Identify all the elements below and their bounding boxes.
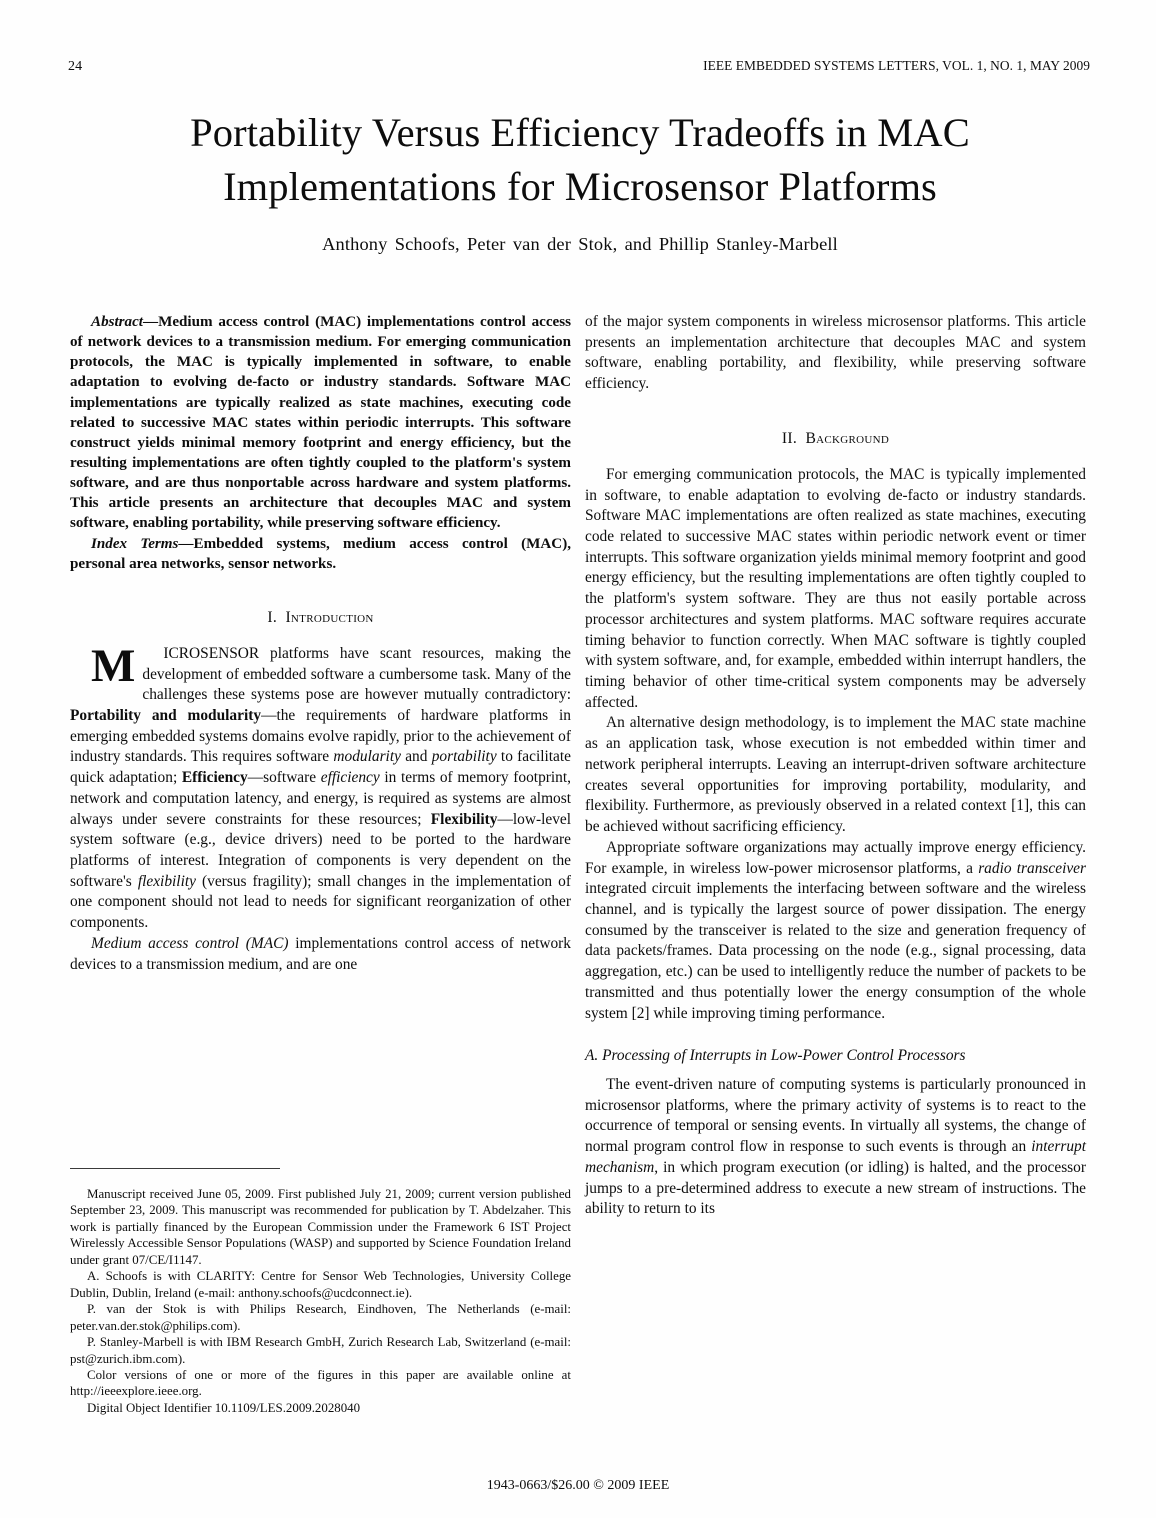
intro-text-h: (versus fragility); small changes in the implementation of one component should not lead to needs for significant reorganization of other components. [70, 872, 571, 932]
intro-paragraph-1 [70, 639, 571, 934]
section-heading-introduction [70, 608, 571, 629]
intro-text-a: platforms have scant resources, making the development of embedded software a cumbersome task. Many of the challenges these systems pose are however mutually contradictory: [142, 644, 571, 704]
footnote-color-versions: Color versions of one or more of the figures in this paper are available online at http://ieeexplore.ieee.org. [70, 1367, 571, 1399]
intro-ital-modularity: modularity [333, 748, 401, 766]
footnote-manuscript-history: Manuscript received June 05, 2009. First published July 21, 2009; current version published September 23, 2009. This manuscript was recommended for publication by T. Abdelzaher. This work is partially financed by the European Commission under the Framework 6 IST Project Wirelessly Accessible Sensor Populations (WASP) and supported by Science Foundation Ireland under grant 07/CE/I1147. [70, 1187, 571, 1267]
background-paragraph-1: For emerging communication protocols, the MAC is typically implemented in software, to enable adaptation to evolving de-facto or industry standards. Software MAC implementations are often realized as state machines, executing code related to successive MAC states within periodic network event or timer interrupts. This software organization yields minimal memory footprint and good energy efficiency, but the resulting implementations are often tightly coupled to the platform's system software. They are thus not easily portable across processor architectures and system platforms. MAC software requires accurate timing behavior to function correctly. When MAC software is tightly coupled with system software, and, for example, embedded within interrupt handlers, the timing behavior of other time-critical system components may be adversely affected. [585, 465, 1086, 711]
intro-ital-mac: Medium access control (MAC) [91, 934, 289, 952]
footnote-affiliation-schoofs: A. Schoofs is with CLARITY: Centre for Sensor Web Technologies, University College Dublin, Dublin, Ireland (e-mail: anthony.schoofs@ucdconnect.ie). [70, 1269, 571, 1300]
intro-bold-portability: Portability and modularity [70, 706, 262, 724]
abstract-text: Medium access control (MAC) implementations control access of network devices to a transmission medium. For emerging communication protocols, the MAC is typically implemented in software, to enable adaptation to evolving de-facto or industry standards. Software MAC implementations are typically realized as state machines, executing code related to successive MAC states within periodic interrupts. This software construct yields minimal memory footprint and energy efficiency, but the resulting implementations are often tightly coupled to the platform's system software, and are thus nonportable across hardware and system platforms. This article presents an architecture that decouples MAC and system software, enabling portability, while preserving software efficiency. [70, 314, 571, 532]
intro-smallcaps: ICROSENSOR [163, 644, 260, 662]
intro-bold-flexibility: Flexibility [430, 810, 498, 828]
copyright-line: 1943-0663/$26.00 © 2009 IEEE [486, 1478, 670, 1493]
intro-p2-text: implementations control access of network devices to a transmission medium, and are one [70, 934, 571, 973]
bg-p3-text-b: integrated circuit implements the interfacing between software and the wireless channel, and is typically the largest source of power dissipation. The energy consumed by the transceiver is related to the size and generation frequency of data packets/frames. Data processing on the node (e.g., signal processing, data aggregation, etc.) can be used to intelligently reduce the number of packets to be transmitted and thus potentially lower the energy consumption of the whole system [2] while improving timing performance. [585, 880, 1086, 1022]
bg-ital-radio-transceiver: radio transceiver [978, 859, 1087, 877]
intro-text-f: in terms of memory footprint, network and computation latency, and energy, is required as systems are almost always under severe constraints for these resources; [70, 769, 571, 828]
section-number: I. [267, 608, 278, 626]
background-paragraph-2: An alternative design methodology, is to implement the MAC state machine as an application task, whose execution is not embedded within timer and network peripheral interrupts. Leaving an interrupt-driven software architecture creates several opportunities for improving portability, modularity, and flexibility. Furthermore, as previously observed in a related context [1], this can be achieved without sacrificing efficiency. [585, 714, 1086, 836]
footnote-separator-rule [70, 1168, 280, 1169]
footnote-block [70, 1186, 571, 1416]
section-title: Introduction [285, 608, 374, 626]
abstract-label: Abstract [91, 314, 143, 330]
abstract-dash: — [143, 314, 159, 330]
intro-ital-flexibility: flexibility [137, 872, 196, 890]
page-title: Portability Versus Efficiency Tradeoffs in MAC Implementations for Microsensor Platforms [190, 110, 970, 209]
abstract-paragraph [70, 312, 571, 534]
page-number: 24 [68, 59, 83, 74]
intro-text-c: and [400, 748, 432, 766]
intro-paragraph-2 [70, 934, 571, 975]
sub-a-text-b: , in which program execution (or idling) is halted, and the processor jumps to a pre-determined address to execute a new stream of instructions. The ability to return to its [585, 1158, 1086, 1218]
index-terms-text: Embedded systems, medium access control (MAC), personal area networks, sensor networks. [70, 535, 571, 572]
running-head [68, 58, 1090, 75]
index-terms-dash: — [178, 535, 194, 552]
footnote-doi: Digital Object Identifier 10.1109/LES.2009.2028040 [87, 1400, 361, 1415]
drop-cap: M [91, 639, 136, 692]
intro-continuation-paragraph: of the major system components in wireless microsensor platforms. This article presents an implementation architecture that decouples MAC and system software, enabling portability, and flexibility, while preserving software efficiency. [585, 313, 1086, 393]
subsection-heading-a: A. Processing of Interrupts in Low-Power Control Processors [585, 1047, 966, 1065]
footnote-affiliation-stanley-marbell: P. Stanley-Marbell is with IBM Research GmbH, Zurich Research Lab, Switzerland (e-mail: pst@zurich.ibm.com). [70, 1335, 571, 1366]
title-block [100, 106, 1060, 255]
intro-bold-efficiency: Efficiency [181, 769, 248, 787]
intro-text-d: to facilitate quick adaptation; [70, 748, 571, 787]
index-terms-paragraph [70, 534, 571, 574]
right-column [585, 312, 1086, 1220]
background-paragraph-3 [585, 838, 1086, 1024]
intro-text-b: —the requirements of hardware platforms in emerging embedded systems domains evolve rapidly, prior to the achievement of industry standards. This requires software [70, 706, 571, 766]
footnote-affiliation-van-der-stok: P. van der Stok is with Philips Research, Eindhoven, The Netherlands (e-mail: peter.van.der.stok@philips.com). [70, 1302, 571, 1333]
author-list: Anthony Schoofs, Peter van der Stok, and Phillip Stanley-Marbell [322, 233, 838, 254]
sub-a-ital-interrupt-mechanism: interrupt mechanism [585, 1138, 1086, 1176]
intro-text-g: —low-level system software (e.g., device drivers) need to be ported to the hardware platforms of interest. Integration of components is very dependent on the software's [70, 810, 571, 890]
section-number: II. [781, 429, 798, 447]
section-title: Background [805, 429, 890, 447]
sub-a-text-a: The event-driven nature of computing systems is particularly pronounced in microsensor platforms, where the primary activity of systems is to react to the occurrence of temporal or sensing events. In virtually all systems, the change of normal program control flow in response to such events is through an [585, 1075, 1086, 1156]
intro-ital-efficiency: efficiency [320, 769, 380, 787]
subsection-a-paragraph-1 [585, 1075, 1086, 1220]
bg-p3-text-a: Appropriate software organizations may actually improve energy efficiency. For example, in wireless low-power microsensor platforms, a [585, 838, 1086, 877]
left-column [70, 312, 571, 975]
intro-ital-portability: portability [431, 748, 497, 766]
journal-reference: IEEE EMBEDDED SYSTEMS LETTERS, VOL. 1, NO. 1, MAY 2009 [703, 58, 1090, 73]
intro-text-e: —software [247, 769, 321, 787]
section-heading-background [585, 429, 1086, 450]
index-terms-label: Index Terms [91, 535, 179, 552]
